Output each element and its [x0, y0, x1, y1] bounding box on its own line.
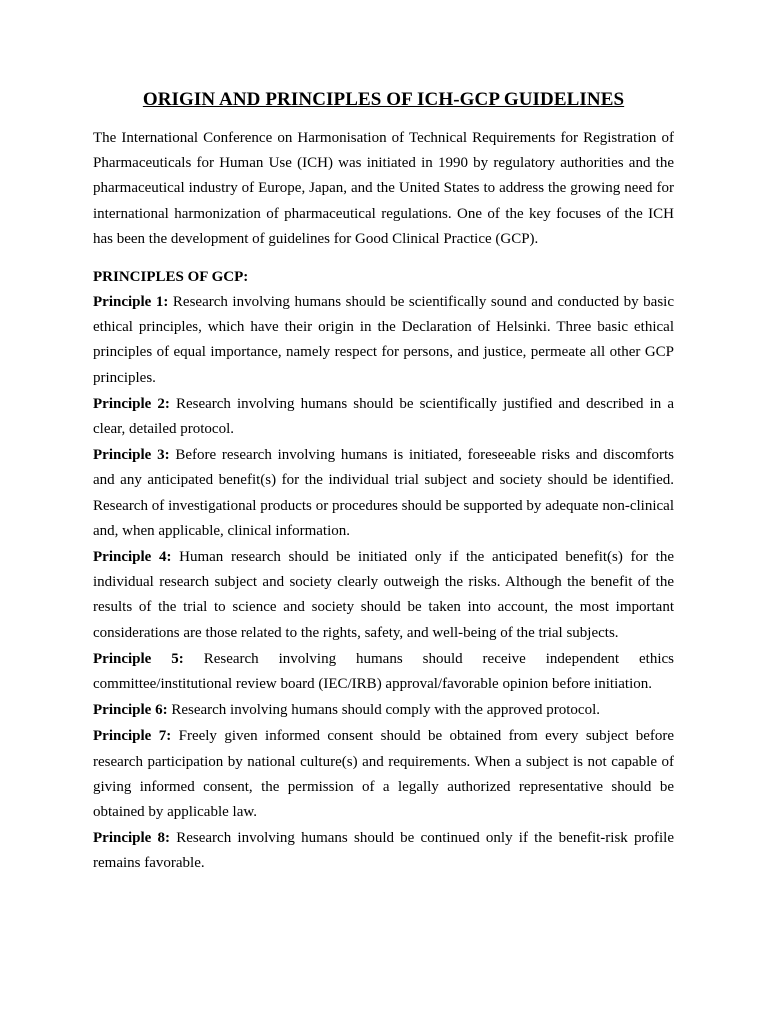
intro-paragraph: The International Conference on Harmonisation of Technical Requirements for Registration of Pharmaceuticals for Human Use (ICH) was initiated in 1990 by regulatory authorities and the pharmaceutical industry of Europe, Japan, and the United States to address the growing need for international harmonization of pharmaceutical regulations. One of the key focuses of the ICH has been the development of guidelines for Good Clinical Practice (GCP). — [93, 130, 674, 247]
document-title: ORIGIN AND PRINCIPLES OF ICH-GCP GUIDELINES — [142, 89, 625, 110]
principle-5 — [93, 647, 674, 697]
principle-label: Principle 6: — [93, 702, 168, 719]
principle-1 — [93, 290, 674, 391]
principles-heading: PRINCIPLES OF GCP: — [93, 269, 249, 286]
principle-text: Research involving humans should be scientifically sound and conducted by basic ethical principles, which have their origin in the Declaration of Helsinki. Three basic ethical principles of equal importance, namely respect for persons, and justice, permeate all other GCP principles. — [93, 294, 674, 386]
principle-7 — [93, 724, 674, 825]
principle-label: Principle 8: — [93, 830, 171, 847]
principle-text: Human research should be initiated only if the anticipated benefit(s) for the individual research subject and society clearly outweigh the risks. Although the benefit of the results of the trial to science and society should be taken into account, the most important considerations are those related to the rights, safety, and well-being of the trial subjects. — [93, 549, 674, 641]
principle-label: Principle 4: — [93, 549, 172, 566]
principle-text: Research involving humans should be scientifically justified and described in a clear, detailed protocol. — [93, 395, 675, 438]
principle-8 — [93, 826, 674, 876]
principle-label: Principle 7: — [93, 728, 172, 745]
principle-text: Research involving humans should receive independent ethics committee/institutional review board (IEC/IRB) approval/favorable opinion before initiation. — [93, 650, 674, 693]
principle-6 — [93, 698, 674, 723]
principle-label: Principle 1: — [93, 294, 169, 311]
principle-label: Principle 5: — [93, 650, 184, 667]
principle-label: Principle 3: — [93, 447, 170, 464]
principle-2 — [93, 392, 674, 442]
document-page — [93, 88, 674, 877]
principle-text: Before research involving humans is initiated, foreseeable risks and discomforts and any anticipated benefit(s) for the individual trial subject and society should be identified. Research of investigational products or procedures should be supported by adequate non-clinical and, when applicable, clinical information. — [93, 447, 674, 539]
principle-text: Freely given informed consent should be obtained from every subject before research participation by national culture(s) and requirements. When a subject is not capable of giving informed consent, the permission of a legally authorized representative should be obtained by applicable law. — [93, 728, 674, 821]
principle-label: Principle 2: — [93, 395, 170, 412]
principle-3 — [93, 443, 674, 544]
principle-text: Research involving humans should be continued only if the benefit-risk profile remains favorable. — [93, 830, 674, 872]
principle-text: Research involving humans should comply with the approved protocol. — [171, 702, 600, 719]
principle-4 — [93, 545, 674, 646]
